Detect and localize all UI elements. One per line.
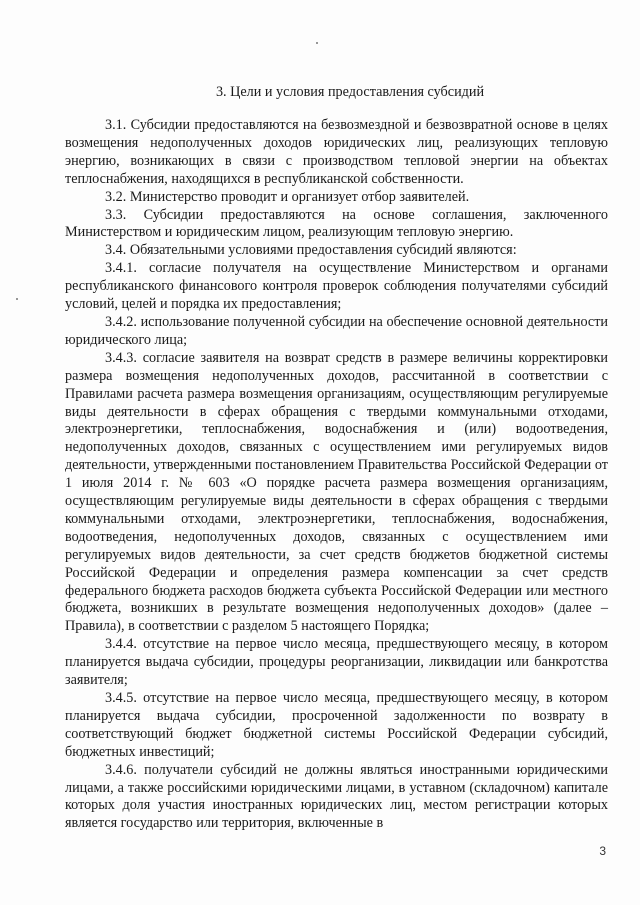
- paragraph-3-4-3: 3.4.3. согласие заявителя на возврат средств в размере величины корректировки размера возмещения недополученных доходов, рассчитанной в соответствии с Правилами расчета размера возмещения организациям, осуществляющим регулируемые виды деятельности в сферах обращения с твердыми коммунальными отходами, электроэнергетики, теплоснабжения, водоснабжения и (или) водоотведения, недополученных доходов, связанных с осуществлением ими регулируемых видов деятельности, утвержденными постановлением Правительства Российской Федерации от 1 июля 2014 г. № 603 «О порядке расчета размера возмещения организациям, осуществляющим регулируемые виды деятельности в сферах обращения с твердыми коммунальными отходами, электроэнергетики, теплоснабжения, водоснабжения, водоотведения, недополученных доходов, связанных с осуществлением ими регулируемых видов деятельности, за счет средств бюджетов бюджетной системы Российской Федерации и определения размера компенсации за счет средств федерального бюджета расходов бюджета субъекта Российской Федерации или местного бюджета, возникших в результате возмещения недополученных доходов» (далее – Правила), в соответствии с разделом 5 настоящего Порядка;: [65, 349, 608, 635]
- paragraph-3-4-6: 3.4.6. получатели субсидий не должны являться иностранными юридическими лицами, а также российскими юридическими лицами, в уставном (складочном) капитале которых доля участия иностранных юридических лиц, местом регистрации которых является государство или территория, включенные в: [65, 761, 608, 832]
- paragraph-3-4-5: 3.4.5. отсутствие на первое число месяца, предшествующего месяцу, в котором планируется выдача субсидии, просроченной задолженности по возврату в соответствующий бюджет бюджетной системы Российской Федерации субсидий, бюджетных инвестиций;: [65, 690, 608, 760]
- scan-speck: [316, 42, 318, 44]
- page-number: 3: [599, 844, 606, 858]
- paragraph-3-4-4: 3.4.4. отсутствие на первое число месяца, предшествующего месяцу, в котором планируется выдача субсидии, процедуры реорганизации, ликвидации или банкротства заявителя;: [65, 636, 608, 689]
- section-body: [65, 117, 608, 833]
- paragraph-3-2: 3.2. Министерство проводит и организует отбор заявителей.: [105, 188, 470, 205]
- paragraph-3-4: 3.4. Обязательными условиями предоставления субсидий являются:: [105, 242, 517, 259]
- section-heading: 3. Цели и условия предоставления субсидий: [215, 84, 485, 100]
- paragraph-3-3: 3.3. Субсидии предоставляются на основе соглашения, заключенного Министерством и юридическим лицом, реализующим тепловую энергию.: [65, 206, 608, 241]
- paragraph-3-4-1: 3.4.1. согласие получателя на осуществление Министерством и органами республиканского финансового контроля проверок соблюдения получателями субсидий условий, целей и порядка их предоставления;: [65, 260, 608, 313]
- paragraph-3-4-2: 3.4.2. использование полученной субсидии на обеспечение основной деятельности юридического лица;: [65, 313, 608, 348]
- paragraph-3-1: 3.1. Субсидии предоставляются на безвозмездной и безвозвратной основе в целях возмещения недополученных доходов юридических лиц, реализующих тепловую энергию, возникающих в связи с производством тепловой энергии на объектах теплоснабжения, находящихся в республиканской собственности.: [65, 117, 608, 187]
- scan-speck: [16, 298, 18, 300]
